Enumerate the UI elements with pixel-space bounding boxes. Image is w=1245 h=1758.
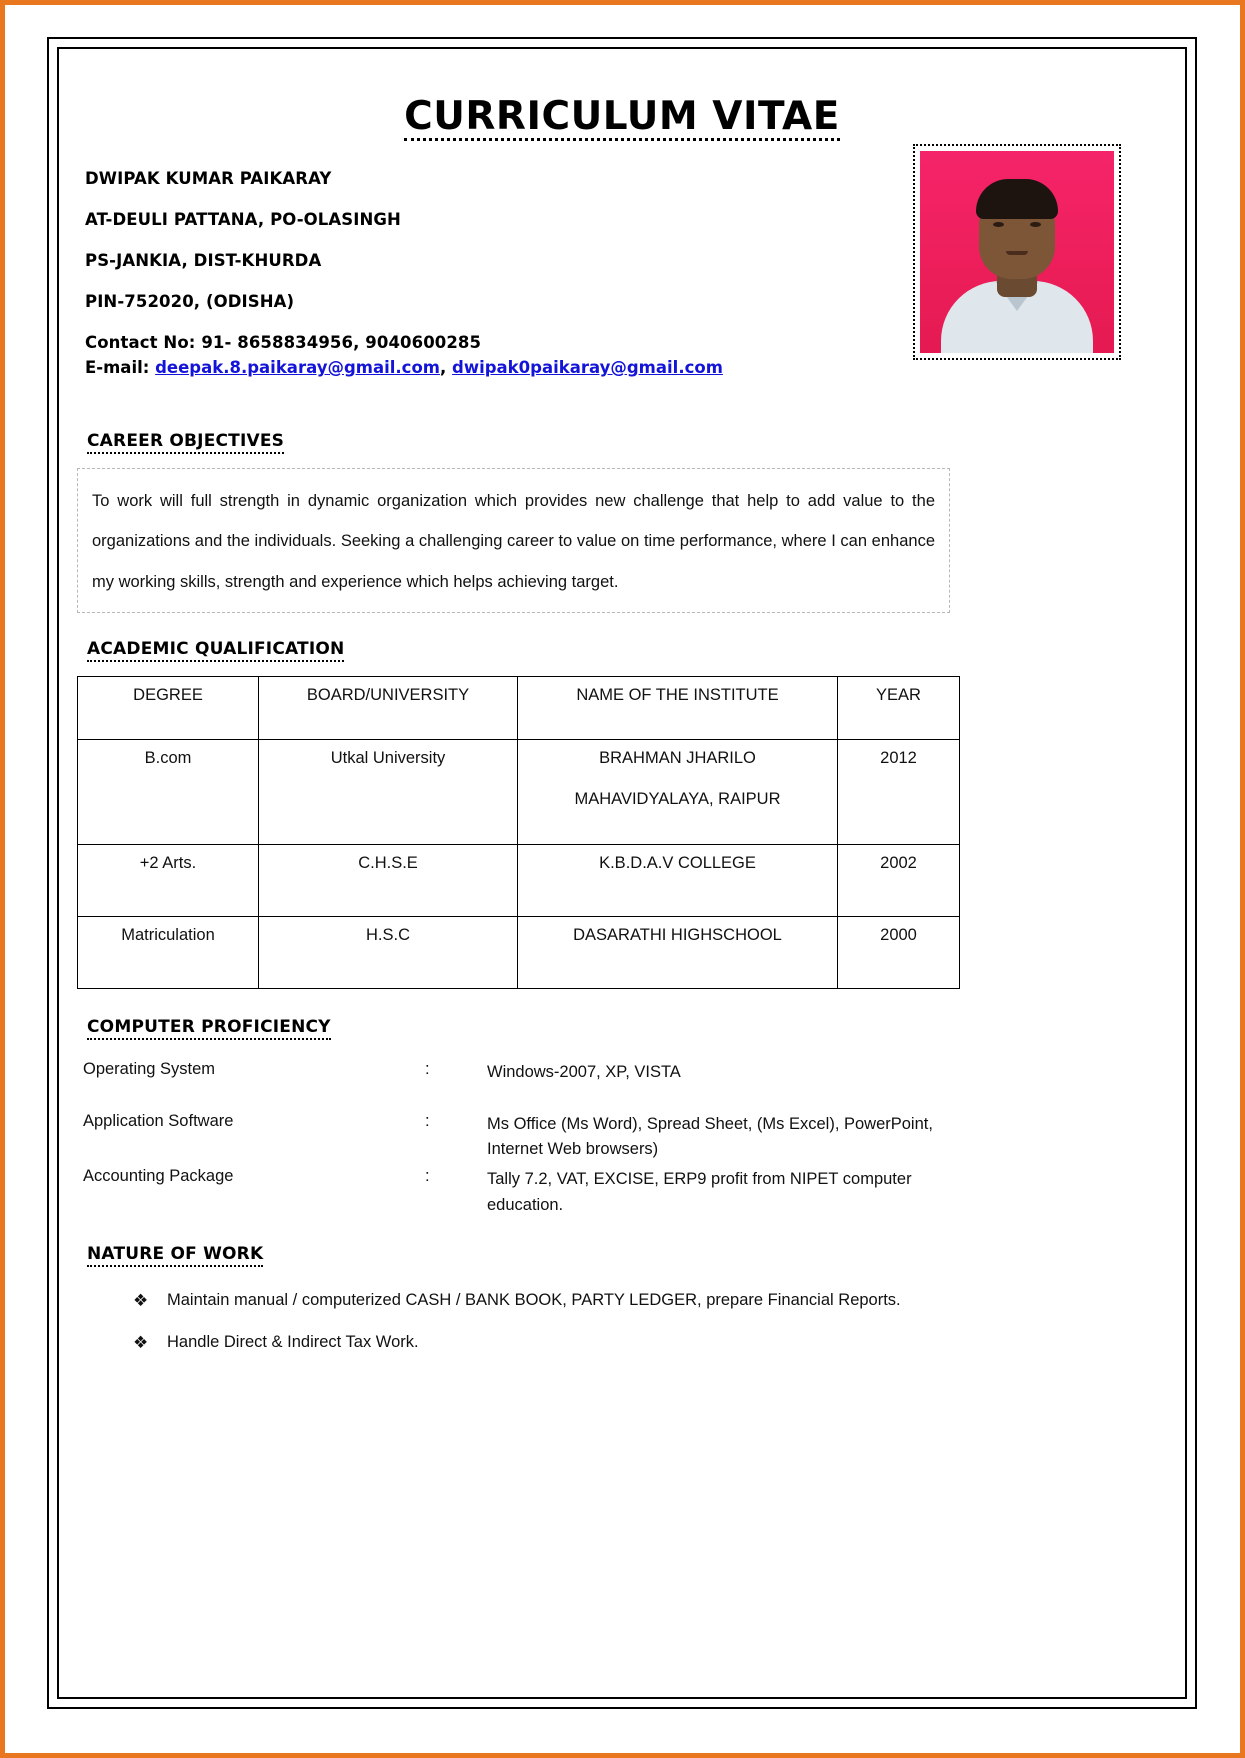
avatar xyxy=(920,151,1114,353)
column-header-year: YEAR xyxy=(838,677,960,740)
cell-year: 2000 xyxy=(838,917,960,989)
career-objectives-heading: CAREER OBJECTIVES xyxy=(87,431,284,454)
proficiency-colon: : xyxy=(425,1060,430,1079)
proficiency-value: Ms Office (Ms Word), Spread Sheet, (Ms Excel), PowerPoint, Internet Web browsers) xyxy=(487,1114,933,1159)
column-header-board: BOARD/UNIVERSITY xyxy=(259,677,518,740)
list-item xyxy=(133,1327,933,1359)
cell-board: H.S.C xyxy=(259,917,518,989)
email-link-primary[interactable]: deepak.8.paikaray@gmail.com xyxy=(155,358,440,377)
proficiency-value: Windows-2007, XP, VISTA xyxy=(487,1063,681,1082)
photo-hair xyxy=(976,179,1058,219)
cell-degree: B.com xyxy=(78,740,259,845)
table-row xyxy=(78,740,960,845)
cell-year: 2002 xyxy=(838,845,960,917)
proficiency-label: Accounting Package xyxy=(83,1166,234,1185)
page-title: CURRICULUM VITAE xyxy=(404,94,840,139)
career-objectives-text: To work will full strength in dynamic organization which provides new challenge that help to add value to the organizations and the individuals. Seeking a challenging career to value on time performance, where I can enhance my working skills, strength and experience which helps achieving target. xyxy=(92,492,935,591)
proficiency-label: Operating System xyxy=(83,1060,216,1079)
career-objectives-heading-wrap xyxy=(75,431,1169,454)
list-item xyxy=(133,1285,933,1317)
personal-details xyxy=(75,169,775,377)
cell-year: 2012 xyxy=(838,740,960,845)
proficiency-colon: : xyxy=(425,1166,430,1185)
candidate-name: DWIPAK KUMAR PAIKARAY xyxy=(85,169,332,188)
table-header-row xyxy=(78,677,960,740)
proficiency-row xyxy=(83,1167,963,1218)
email-link-secondary[interactable]: dwipak0paikaray@gmail.com xyxy=(452,358,723,377)
cell-degree: +2 Arts. xyxy=(78,845,259,917)
nature-of-work-heading-wrap xyxy=(75,1244,1169,1267)
proficiency-value: Tally 7.2, VAT, EXCISE, ERP9 profit from NIPET computer education. xyxy=(487,1169,912,1214)
computer-proficiency-heading: COMPUTER PROFICIENCY xyxy=(87,1017,331,1040)
column-header-degree: DEGREE xyxy=(78,677,259,740)
title-container xyxy=(75,67,1169,141)
cell-institute xyxy=(518,740,838,845)
career-objectives-box xyxy=(77,468,950,613)
address-line-1: AT-DEULI PATTANA, PO-OLASINGH xyxy=(85,210,401,229)
photo-frame xyxy=(913,144,1121,360)
table-row xyxy=(78,845,960,917)
table-row xyxy=(78,917,960,989)
computer-proficiency-list xyxy=(83,1060,963,1218)
diamond-bullet-icon: ❖ xyxy=(133,1333,149,1354)
proficiency-row xyxy=(83,1112,963,1163)
photo-mouth xyxy=(1006,251,1028,255)
document-content xyxy=(75,67,1169,1681)
photo-eye-right xyxy=(1030,222,1041,227)
academic-qualification-table xyxy=(77,676,960,989)
list-item-text: Maintain manual / computerized CASH / BANK BOOK, PARTY LEDGER, prepare Financial Reports. xyxy=(167,1291,901,1310)
proficiency-label: Application Software xyxy=(83,1111,234,1130)
cell-board: C.H.S.E xyxy=(259,845,518,917)
institute-line-1: BRAHMAN JHARILO xyxy=(599,749,756,768)
contact-number: Contact No: 91- 8658834956, 9040600285 xyxy=(85,333,482,352)
nature-of-work-list xyxy=(133,1285,933,1360)
cell-degree: Matriculation xyxy=(78,917,259,989)
cell-institute: K.B.D.A.V COLLEGE xyxy=(518,845,838,917)
proficiency-colon: : xyxy=(425,1111,430,1130)
column-header-institute: NAME OF THE INSTITUTE xyxy=(518,677,838,740)
computer-proficiency-heading-wrap xyxy=(75,1017,1169,1040)
academic-qualification-heading: ACADEMIC QUALIFICATION xyxy=(87,639,344,662)
email-label: E-mail: xyxy=(85,358,150,377)
email-line xyxy=(85,358,775,377)
photo-eye-left xyxy=(993,222,1004,227)
diamond-bullet-icon: ❖ xyxy=(133,1291,149,1312)
institute-line-2: MAHAVIDYALAYA, RAIPUR xyxy=(574,790,781,809)
address-line-3: PIN-752020, (ODISHA) xyxy=(85,292,295,311)
list-item-text: Handle Direct & Indirect Tax Work. xyxy=(167,1333,419,1352)
email-separator: , xyxy=(440,358,447,377)
academic-heading-wrap xyxy=(75,639,1169,662)
cell-institute: DASARATHI HIGHSCHOOL xyxy=(518,917,838,989)
cell-board: Utkal University xyxy=(259,740,518,845)
address-line-2: PS-JANKIA, DIST-KHURDA xyxy=(85,251,322,270)
nature-of-work-heading: NATURE OF WORK xyxy=(87,1244,263,1267)
nature-of-work-section xyxy=(75,1244,1169,1360)
proficiency-row xyxy=(83,1060,963,1086)
